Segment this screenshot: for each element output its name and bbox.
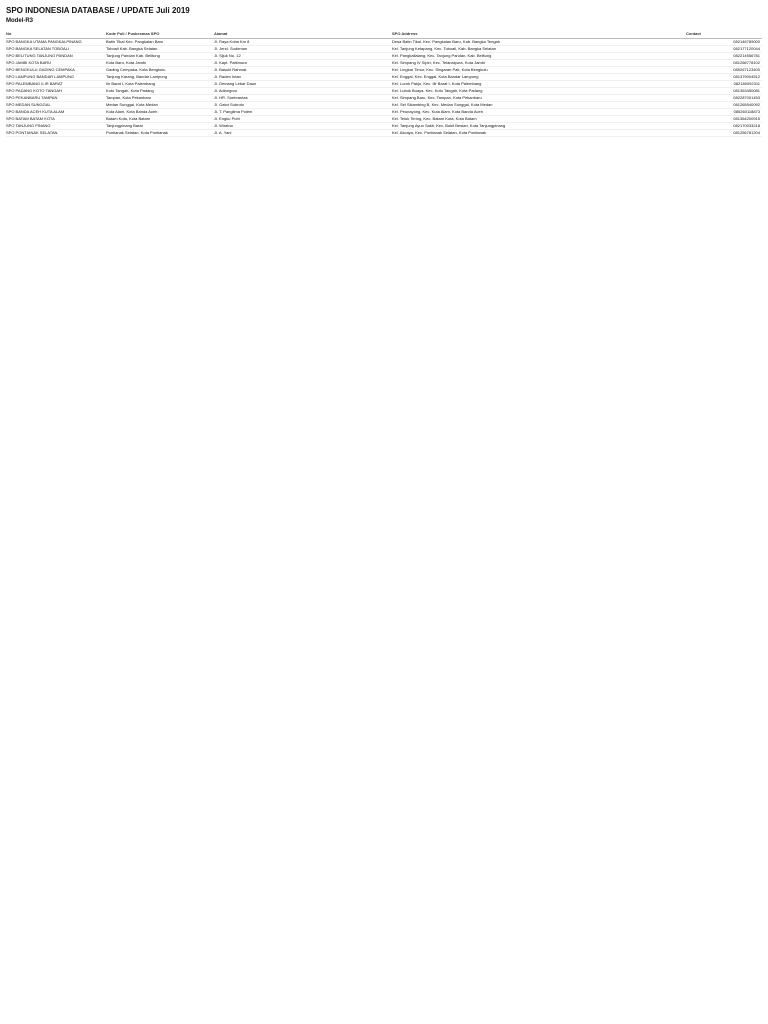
cell-address: Jl. Demang Lebar Daun — [214, 81, 257, 86]
column-header-address: Alamat — [214, 30, 228, 36]
cell-name: SPO BANGKA SELATAN TOBOALI — [6, 46, 70, 51]
cell-contact: 082180092311 — [733, 81, 760, 86]
cell-address: Jl. HR. Soebrantas — [214, 95, 248, 100]
cell-name: SPO LAMPUNG BANDAR LAMPUNG — [6, 74, 75, 79]
cell-address: Jl. Raden Intan — [214, 74, 241, 79]
cell-name: SPO PADANG KOTO TANGAH — [6, 88, 62, 93]
table-row — [6, 95, 762, 102]
cell-contact: 082146789000 — [733, 39, 760, 44]
cell-address: Jl. Engku Putri — [214, 116, 240, 121]
cell-spo-address: Desa Batin Tikal, Kec. Pangkalan Baru, Kab. Bangka Tengah — [392, 39, 500, 44]
cell-code: Tanjung Pandan Kab. Belitung — [106, 53, 160, 58]
cell-contact: 081363450081 — [733, 88, 760, 93]
cell-name: SPO PEKANBARU TAMPAN — [6, 95, 58, 100]
cell-address: Jl. Sijuk No. 12 — [214, 53, 241, 58]
cell-code: Pontianak Selatan, Kota Pontianak — [106, 130, 168, 135]
cell-spo-address: Kel. Simpang Baru, Kec. Tampan, Kota Pekanbaru — [392, 95, 482, 100]
cell-code: Gading Cempaka, Kota Bengkulu — [106, 67, 166, 72]
cell-address: Jl. A. Yani — [214, 130, 232, 135]
cell-code: Kuta Alam, Kota Banda Aceh — [106, 109, 158, 114]
cell-code: Medan Sunggal, Kota Medan — [106, 102, 158, 107]
table-row — [6, 102, 762, 109]
cell-code: Koto Tangah, Kota Padang — [106, 88, 154, 93]
column-header-code: Kode Poli / Puskesmas SPO — [106, 30, 160, 36]
column-header-contact: Contact — [686, 30, 701, 36]
cell-spo-address: Kel. Lubuk Buaya, Kec. Koto Tangah, Kota Padang — [392, 88, 483, 93]
cell-contact: 085260118873 — [733, 109, 760, 114]
cell-code: Batin Tikal Kec. Pangkalan Baru — [106, 39, 164, 44]
cell-contact: 082214556781 — [733, 53, 760, 58]
cell-spo-address: Kel. Akcaya, Kec. Pontianak Selatan, Kota Pontianak — [392, 130, 487, 135]
column-header-spo-address: SPO Address — [392, 30, 418, 36]
document-header — [6, 6, 762, 25]
cell-address: Jl. Adinegoro — [214, 88, 238, 93]
cell-address: Jl. T. Panglima Polem — [214, 109, 253, 114]
cell-name: SPO PALEMBANG ILIR BARAT — [6, 81, 63, 86]
column-header-name: No — [6, 30, 12, 36]
cell-spo-address: Kel. Tanjung Ketapang, Kec. Toboali, Kab. Bangka Selatan — [392, 46, 496, 51]
table-row — [6, 116, 762, 123]
table-row — [6, 53, 762, 60]
document-title: SPO INDONESIA DATABASE / UPDATE Juli 2019 — [6, 6, 190, 15]
cell-code: Tanjungpinang Barat — [106, 123, 143, 128]
table-row — [6, 39, 762, 46]
table-row — [6, 123, 762, 130]
cell-contact: 081256781204 — [733, 130, 760, 135]
cell-name: SPO BANGKA UTAMA PANGKALPINANG — [6, 39, 82, 44]
cell-name: SPO TANJUNG PINANG — [6, 123, 51, 128]
cell-spo-address: Kel. Sei Sikambing B, Kec. Medan Sunggal, Kota Medan — [392, 102, 493, 107]
cell-address: Jl. Basuki Rahmat — [214, 67, 247, 72]
cell-name: SPO PONTIANAK SELATAN — [6, 130, 58, 135]
cell-address: Jl. Kapt. Pattimura — [214, 60, 247, 65]
cell-spo-address: Kel. Lorok Pakjo, Kec. Ilir Barat I, Kota Palembang — [392, 81, 482, 86]
cell-contact: 085267123400 — [733, 67, 760, 72]
cell-name: SPO MEDAN SUNGGAL — [6, 102, 51, 107]
table-row — [6, 67, 762, 74]
table-row — [6, 46, 762, 53]
cell-name: SPO BANDA ACEH KUTA ALAM — [6, 109, 65, 114]
cell-contact: 082170033218 — [733, 123, 760, 128]
table-row — [6, 130, 762, 137]
cell-name: SPO BELITUNG TANJUNG PANDAN — [6, 53, 73, 58]
table-header-row — [6, 28, 762, 39]
cell-code: Toboali Kab. Bangka Selatan — [106, 46, 158, 51]
table-row — [6, 88, 762, 95]
cell-spo-address: Kel. Simpang IV Sipin, Kec. Telanaipura, Kota Jambi — [392, 60, 485, 65]
cell-code: Tanjung Karang, Bandar Lampung — [106, 74, 167, 79]
cell-spo-address: Kel. Lingkar Timur, Kec. Singaran Pati, Kota Bengkulu — [392, 67, 488, 72]
cell-code: Kota Baru, Kota Jambi — [106, 60, 147, 65]
cell-contact: 081364200915 — [733, 116, 760, 121]
cell-address: Jl. Wiratno — [214, 123, 233, 128]
table-body — [6, 39, 762, 137]
cell-contact: 081266778102 — [733, 60, 760, 65]
cell-contact: 081379004512 — [733, 74, 760, 79]
cell-contact: 081265540092 — [733, 102, 760, 107]
cell-contact: 082287001453 — [733, 95, 760, 100]
cell-spo-address: Kel. Peunayong, Kec. Kuta Alam, Kota Banda Aceh — [392, 109, 483, 114]
spo-table — [6, 28, 762, 137]
cell-name: SPO JAMBI KOTA BARU — [6, 60, 52, 65]
table-row — [6, 60, 762, 67]
document-subtitle: Model-R3 — [6, 18, 33, 24]
cell-contact: 082177120044 — [733, 46, 760, 51]
cell-spo-address: Kel. Enggal, Kec. Enggal, Kota Bandar Lampung — [392, 74, 479, 79]
cell-spo-address: Kel. Tanjung Ayun Sakti, Kec. Bukit Bestari, Kota Tanjungpinang — [392, 123, 506, 128]
cell-address: Jl. Raya Koba Km 8 — [214, 39, 250, 44]
cell-code: Tampan, Kota Pekanbaru — [106, 95, 152, 100]
cell-spo-address: Kel. Teluk Tering, Kec. Batam Kota, Kota Batam — [392, 116, 477, 121]
cell-code: Batam Kota, Kota Batam — [106, 116, 151, 121]
cell-spo-address: Kel. Pangkallalang, Kec. Tanjung Pandan, Kab. Belitung — [392, 53, 492, 58]
cell-name: SPO BENGKULU GADING CEMPAKA — [6, 67, 75, 72]
cell-address: Jl. Jend. Sudirman — [214, 46, 248, 51]
table-row — [6, 74, 762, 81]
table-row — [6, 109, 762, 116]
cell-code: Ilir Barat I, Kota Palembang — [106, 81, 155, 86]
cell-name: SPO BATAM BATAM KOTA — [6, 116, 55, 121]
table-row — [6, 81, 762, 88]
cell-address: Jl. Gatot Subroto — [214, 102, 245, 107]
